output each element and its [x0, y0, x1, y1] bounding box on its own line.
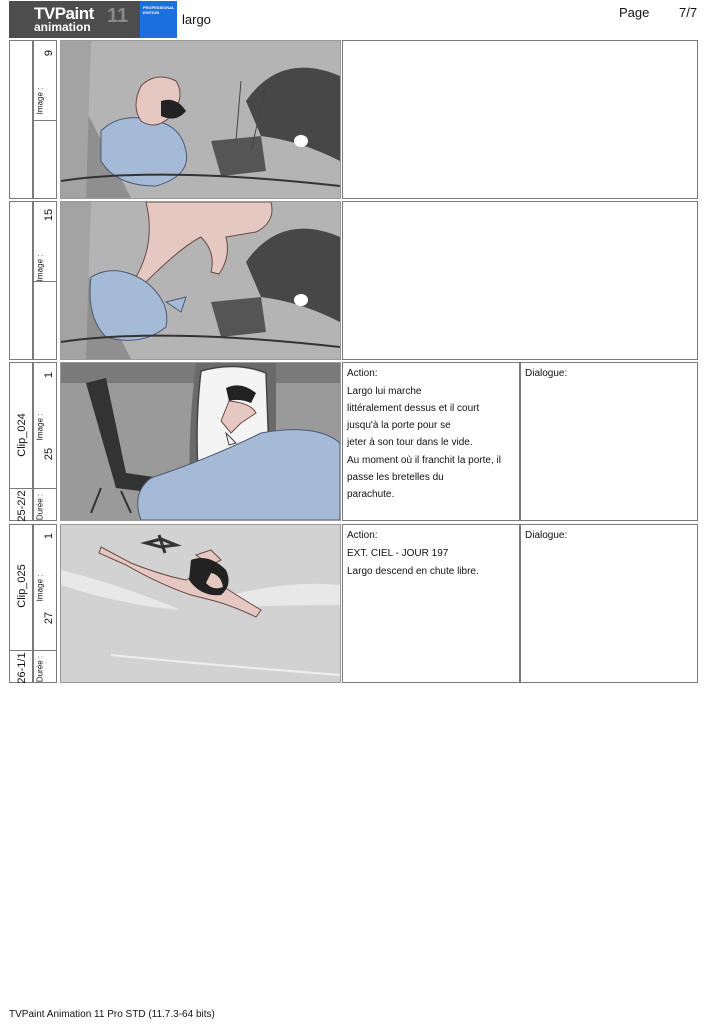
project-title: largo [182, 12, 211, 27]
clip-name: Clip_025 [16, 564, 28, 608]
action-text-line: littéralement dessus et il court [347, 403, 480, 414]
logo-edition: PROFESSIONAL EDITION [143, 5, 175, 15]
storyboard-row-2 [9, 201, 698, 360]
action-dialogue-cell [342, 201, 698, 360]
action-text-line: Largo descend en chute libre. [347, 566, 479, 577]
clip-cell [9, 40, 33, 199]
action-cell [342, 362, 520, 521]
panel-image [60, 201, 341, 360]
sketch-airplane-cabin [61, 41, 340, 198]
action-text-line: jusqu'à la porte pour se [347, 420, 451, 431]
panel-image [60, 362, 341, 521]
tvpaint-logo [9, 1, 177, 38]
action-dialogue-cell [342, 40, 698, 199]
sketch-jump-over [61, 202, 340, 359]
page-label: Page [619, 5, 650, 20]
action-text-line: Au moment où il franchit la porte, il [347, 455, 501, 466]
clip-duration: 25-2/2 [16, 490, 28, 522]
image-label: Image : [35, 574, 45, 602]
image-start: 9 [43, 49, 55, 57]
dialogue-cell [520, 524, 698, 683]
logo-version: 11 [107, 5, 129, 27]
image-start: 15 [43, 208, 55, 222]
footer-text: TVPaint Animation 11 Pro STD (11.7.3-64 bits) [9, 1009, 215, 1020]
clip-cell [9, 201, 33, 360]
clip-divider [10, 488, 32, 489]
image-label: Image : [35, 413, 45, 441]
clip-cell [9, 524, 33, 683]
image-end: 27 [43, 611, 55, 625]
clip-divider [10, 650, 32, 651]
frame-meta-cell [33, 201, 57, 360]
panel-image [60, 40, 341, 199]
dialogue-cell [520, 362, 698, 521]
logo-text-animation: animation [34, 20, 91, 34]
action-text-line: EXT. CIEL - JOUR 197 [347, 548, 449, 559]
action-text-line: Largo lui marche [347, 386, 422, 397]
action-text-line: passe les bretelles du [347, 472, 444, 483]
storyboard-row-3 [9, 362, 698, 521]
dialogue-label: Dialogue: [525, 368, 568, 379]
meta-divider [34, 650, 56, 651]
duration-label: Durée : [35, 655, 45, 683]
action-cell [342, 524, 520, 683]
frame-meta-cell [33, 524, 57, 683]
duration-label: Durée : [35, 493, 45, 521]
logo-text-tvpaint: TVPaint [34, 4, 94, 23]
storyboard-row-4 [9, 524, 698, 683]
dialogue-label: Dialogue: [525, 530, 568, 541]
clip-cell [9, 362, 33, 521]
sketch-cabin-door [61, 363, 340, 520]
image-label: Image : [35, 87, 45, 115]
page-number: 7/7 [679, 5, 698, 20]
clip-duration: 26-1/1 [16, 652, 28, 684]
frame-meta-cell [33, 40, 57, 199]
image-label: Image : [35, 254, 45, 282]
action-label: Action: [347, 530, 378, 541]
meta-divider [34, 488, 56, 489]
frame-meta-cell [33, 362, 57, 521]
image-start: 1 [43, 371, 55, 379]
action-text-line: parachute. [347, 489, 395, 500]
action-label: Action: [347, 368, 378, 379]
storyboard-row-1 [9, 40, 698, 199]
clip-name: Clip_024 [16, 413, 28, 457]
sketch-freefall-sky [61, 525, 340, 682]
panel-image [60, 524, 341, 683]
action-text-line: jeter à son tour dans le vide. [347, 437, 473, 448]
meta-divider [34, 120, 56, 121]
image-end: 25 [43, 447, 55, 461]
image-start: 1 [43, 532, 55, 540]
